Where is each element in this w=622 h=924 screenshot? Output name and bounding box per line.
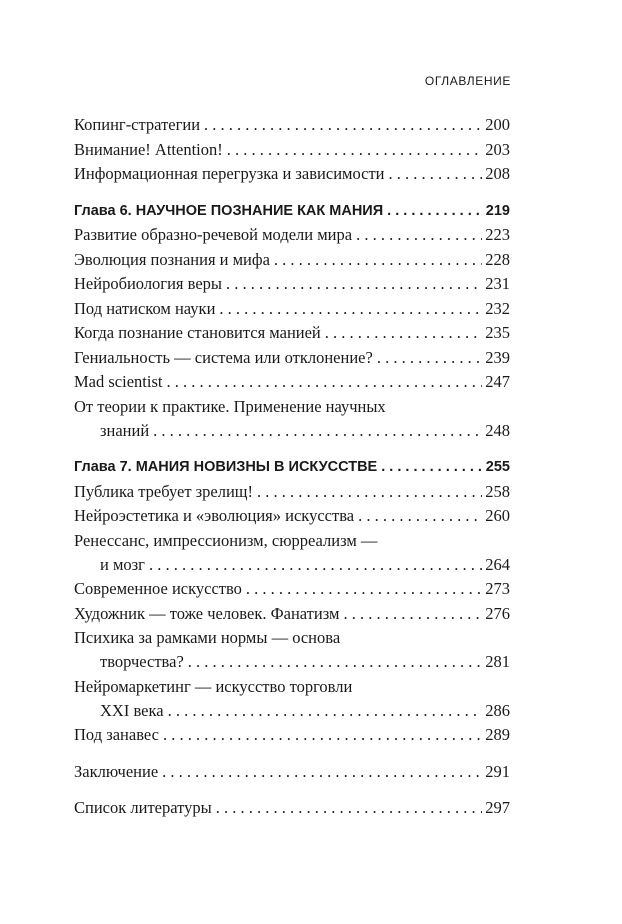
dot-leader (204, 115, 482, 135)
toc-chapter-page: 219 (485, 203, 510, 219)
toc-entry-page: 231 (485, 274, 510, 293)
toc-entry[interactable] (74, 575, 510, 599)
dot-leader (389, 164, 483, 184)
toc-entry-title: Внимание! Attention! (74, 140, 223, 159)
toc-entry[interactable] (74, 648, 510, 672)
toc-entry-title: Эволюция познания и мифа (74, 250, 270, 269)
toc-entry-title-line1[interactable]: Ренессанс, импрессионизм, сюрреализм — (74, 531, 378, 550)
dot-leader (358, 506, 482, 526)
toc-entry[interactable] (74, 502, 510, 526)
toc-entry-page: 281 (485, 652, 510, 671)
toc-entry[interactable] (74, 221, 510, 245)
toc-entry-page: 232 (485, 299, 510, 318)
toc-entry-page: 223 (485, 225, 510, 244)
toc-entry-title: Mad scientist (74, 372, 163, 391)
dot-leader (377, 348, 482, 368)
toc-entry[interactable] (74, 368, 510, 392)
toc-entry[interactable] (74, 136, 510, 160)
toc-entry-page: 260 (485, 506, 510, 525)
toc-entry-page: 203 (485, 140, 510, 159)
toc-entry-page: 264 (485, 555, 510, 574)
toc-entry-page: 228 (485, 250, 510, 269)
toc-entry[interactable] (74, 600, 510, 624)
toc-entry[interactable] (74, 111, 510, 135)
toc-entry-page: 297 (485, 798, 510, 817)
toc-entry-title: Художник — тоже человек. Фанатизм (74, 604, 340, 623)
dot-leader (356, 225, 482, 245)
toc-entry-page: 248 (485, 421, 510, 440)
dot-leader (219, 299, 482, 319)
toc-entry-page: 258 (485, 482, 510, 501)
dot-leader (274, 250, 482, 270)
toc-entry[interactable] (74, 295, 510, 319)
toc-entry-title: Заключение (74, 762, 159, 781)
dot-leader (227, 140, 483, 160)
toc-entry[interactable] (74, 319, 510, 343)
toc-entry[interactable] (74, 794, 510, 818)
toc-entry-title-line1[interactable]: Психика за рамками нормы — основа (74, 628, 341, 647)
toc-entry-page: 247 (485, 372, 510, 391)
toc-entry-title-line2: и мозг (100, 555, 145, 574)
toc-entry-title-line2: творчества? (100, 652, 184, 671)
dot-leader (381, 457, 483, 477)
dot-leader (163, 725, 482, 745)
toc-entry-title: Развитие образно-речевой модели мира (74, 225, 353, 244)
toc-entry-page: 273 (485, 579, 510, 598)
toc-entry-page: 289 (485, 725, 510, 744)
dot-leader (168, 701, 483, 721)
dot-leader (246, 579, 482, 599)
toc-entry[interactable] (74, 478, 510, 502)
toc-entry-page: 200 (485, 115, 510, 134)
dot-leader (257, 482, 482, 502)
toc-entry-page: 239 (485, 348, 510, 367)
toc-entry-title: Гениальность — система или отклонение? (74, 348, 373, 367)
dot-leader (325, 323, 482, 343)
toc-entry-title: Под занавес (74, 725, 159, 744)
dot-leader (188, 652, 482, 672)
toc-entry-title: Нейроэстетика и «эволюция» искусства (74, 506, 355, 525)
toc-entry-title: Нейробиология веры (74, 274, 222, 293)
toc-chapter-page: 255 (485, 459, 510, 475)
toc-entry-title: Когда познание становится манией (74, 323, 321, 342)
toc-entry-title: Список литературы (74, 798, 212, 817)
toc-chapter[interactable] (74, 453, 510, 477)
toc-entry[interactable] (74, 246, 510, 270)
toc-entry-title: Под натиском науки (74, 299, 216, 318)
toc-entry-title: Информационная перегрузка и зависимости (74, 164, 385, 183)
toc-entry-title-line1[interactable]: Нейромаркетинг — искусство торговли (74, 677, 353, 696)
toc-entry[interactable] (74, 417, 510, 441)
dot-leader (343, 604, 482, 624)
toc-entry[interactable] (74, 344, 510, 368)
dot-leader (216, 798, 483, 818)
toc-entry-page: 286 (485, 701, 510, 720)
toc-entry-title-line1[interactable]: От теории к практике. Применение научных (74, 397, 386, 416)
toc-entry-title: Современное искусство (74, 579, 242, 598)
toc-entry-page: 208 (485, 164, 510, 183)
toc-entry-page: 291 (485, 762, 510, 781)
running-header: ОГЛАВЛЕНИЕ (424, 74, 511, 88)
toc-entry-title: Публика требует зрелищ! (74, 482, 254, 501)
toc-entry[interactable] (74, 270, 510, 294)
toc-entry[interactable] (74, 758, 510, 782)
toc-entry[interactable] (74, 697, 510, 721)
toc-chapter[interactable] (74, 197, 510, 221)
dot-leader (153, 421, 482, 441)
toc-entry[interactable] (74, 160, 510, 184)
dot-leader (387, 201, 483, 221)
dot-leader (166, 372, 482, 392)
toc-entry-page: 276 (485, 604, 510, 623)
dot-leader (226, 274, 482, 294)
toc-chapter-title: Глава 7. МАНИЯ НОВИЗНЫ В ИСКУССТВЕ (74, 459, 378, 475)
toc-entry[interactable] (74, 721, 510, 745)
toc-entry-title: Копинг-стратегии (74, 115, 201, 134)
toc-chapter-title: Глава 6. НАУЧНОЕ ПОЗНАНИЕ КАК МАНИЯ (74, 203, 384, 219)
dot-leader (162, 762, 482, 782)
toc-entry-title-line2: XXI века (100, 701, 164, 720)
toc-entry[interactable] (74, 551, 510, 575)
dot-leader (149, 555, 482, 575)
toc-entry-title-line2: знаний (100, 421, 150, 440)
toc-entry-page: 235 (485, 323, 510, 342)
